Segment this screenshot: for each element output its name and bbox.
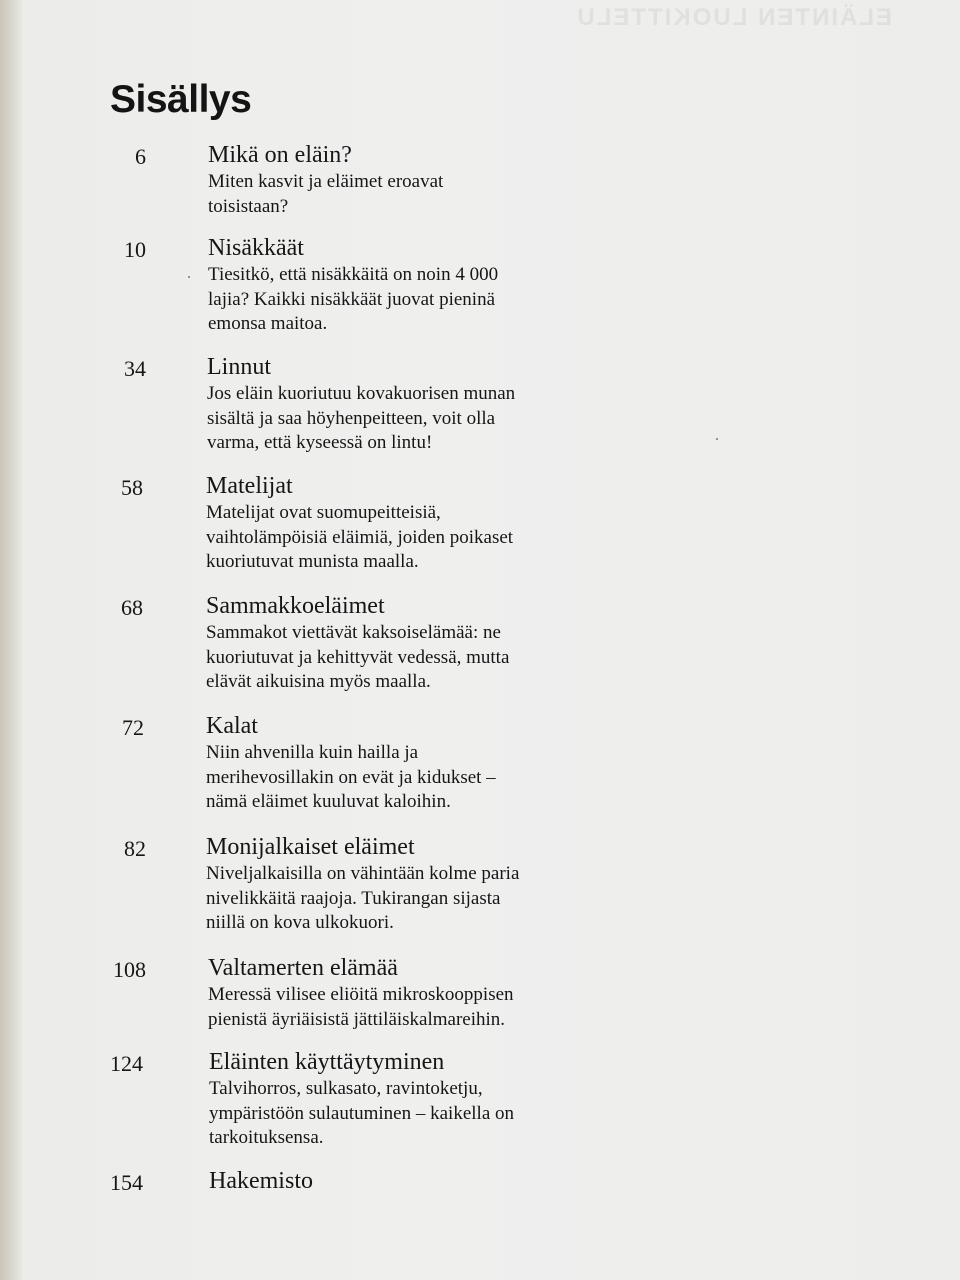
toc-heading: Nisäkkäät: [208, 235, 304, 261]
toc-description: [207, 382, 687, 456]
paper-speck: [716, 438, 718, 440]
toc-entry-body: [208, 142, 688, 219]
toc-page-number: 10: [124, 237, 146, 262]
toc-heading: Valtamerten elämää: [208, 955, 398, 981]
toc-heading: Linnut: [207, 354, 271, 380]
toc-description-line: vaihtolämpöisiä eläimiä, joiden poikaset: [206, 526, 514, 548]
toc-description-line: sisältä ja saa höyhenpeitteen, voit olla: [207, 407, 496, 429]
toc-description-line: Matelijat ovat suomupeitteisiä,: [206, 502, 441, 523]
toc-description: [206, 741, 686, 815]
toc-description-line: Talvihorros, sulkasato, ravintoketju,: [209, 1078, 483, 1099]
toc-description-line: Miten kasvit ja eläimet eroavat: [208, 171, 444, 192]
toc-description-line: tarkoituksensa.: [209, 1127, 324, 1148]
toc-description-line: varma, että kyseessä on lintu!: [207, 432, 433, 453]
toc-description: [208, 263, 688, 337]
paper-speck: [188, 276, 190, 278]
toc-heading: Kalat: [206, 713, 258, 739]
toc-page-number: 6: [135, 144, 146, 169]
toc-description: [208, 170, 688, 219]
toc-description-line: Sammakot viettävät kaksoiselämää: ne: [206, 622, 501, 643]
toc-entry-body: [208, 955, 688, 1032]
toc-description: [208, 983, 688, 1032]
toc-description-line: merihevosillakin on evät ja kidukset –: [206, 766, 496, 788]
toc-description-line: toisistaan?: [208, 195, 289, 217]
toc-description-line: lajia? Kaikki nisäkkäät juovat pieninä: [208, 288, 496, 310]
toc-heading: Hakemisto: [209, 1168, 313, 1194]
toc-description-line: nivelikkäitä raajoja. Tukirangan sijasta: [206, 887, 501, 909]
toc-page-number: 154: [110, 1170, 143, 1195]
toc-entry-body: [206, 593, 686, 695]
toc-heading: Eläinten käyttäytyminen: [209, 1049, 445, 1075]
bleed-through-text: ELÄINTEN LUOKITTELU: [575, 4, 892, 31]
toc-description-line: nämä eläimet kuuluvat kaloihin.: [206, 791, 451, 812]
toc-page-number: 58: [121, 475, 143, 500]
toc-page-number: 82: [124, 836, 146, 861]
toc-description-line: Jos eläin kuoriutuu kovakuorisen munan: [207, 383, 516, 404]
toc-description: [206, 862, 686, 936]
toc-heading: Monijalkaiset eläimet: [206, 834, 415, 860]
toc-description: [206, 501, 686, 575]
toc-description-line: kuoriutuvat ja kehittyvät vedessä, mutta: [206, 646, 510, 668]
toc-description-line: ympäristöön sulautuminen – kaikella on: [209, 1102, 515, 1124]
toc-heading: Mikä on eläin?: [208, 142, 352, 168]
toc-description-line: Niveljalkaisilla on vähintään kolme paria: [206, 863, 520, 884]
toc-description: [206, 621, 686, 695]
toc-description-line: pienistä äyriäisistä jättiläiskalmareihin.: [208, 1008, 506, 1030]
toc-entry-body: [207, 354, 687, 456]
toc-heading: Sammakkoeläimet: [206, 593, 385, 619]
toc-description-line: Meressä vilisee eliöitä mikroskooppisen: [208, 984, 514, 1005]
toc-entry-body: [209, 1168, 689, 1195]
toc-description-line: Niin ahvenilla kuin hailla ja: [206, 742, 419, 763]
toc-description-line: kuoriutuvat munista maalla.: [206, 551, 419, 572]
toc-entry-body: [208, 235, 688, 337]
toc-entry-body: [209, 1049, 689, 1151]
toc-description: [209, 1077, 689, 1151]
toc-entry-body: [206, 834, 686, 936]
toc-description-line: Tiesitkö, että nisäkkäitä on noin 4 000: [208, 264, 499, 285]
toc-entry-body: [206, 473, 686, 575]
toc-page-number: 34: [124, 356, 146, 381]
toc-page-number: 108: [113, 957, 146, 982]
toc-page-number: 72: [122, 715, 144, 740]
toc-description-line: elävät aikuisina myös maalla.: [206, 671, 431, 692]
toc-page-number: 68: [121, 595, 143, 620]
page-title: Sisällys: [110, 78, 252, 121]
toc-description-line: niillä on kova ulkokuori.: [206, 912, 394, 933]
toc-heading: Matelijat: [206, 473, 293, 499]
toc-entry-body: [206, 713, 686, 815]
toc-description-line: emonsa maitoa.: [208, 313, 328, 334]
toc-page-number: 124: [110, 1051, 143, 1076]
